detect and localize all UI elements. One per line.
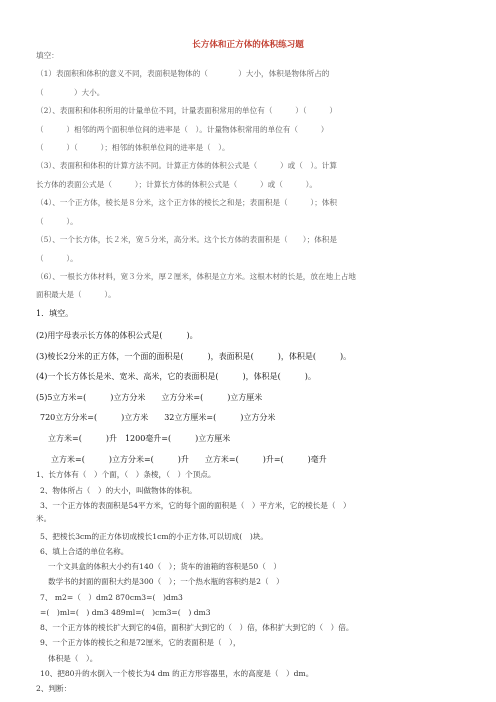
text-line: （2）、表面积和体积所用的计量单位不同，计量表面积常用的单位有（ ）（ ） — [36, 106, 337, 115]
question-line: 米。 — [36, 514, 52, 523]
text-line: 面积最大是（ ）。 — [36, 290, 116, 299]
question-line: 1、长方体有（ ）个面，（ ）条棱，（ ）个顶点。 — [36, 470, 216, 479]
question-line: 8、一个正方体的棱长扩大到它的4倍，面积扩大到它的（ ）倍，体积扩大到它的（ ）倍。 — [40, 623, 354, 632]
question-line: 体积是（ ）。 — [48, 654, 98, 663]
question-line: 2、物体所占（ ）的大小，叫做物体的体积。 — [40, 486, 197, 495]
question-line: 3、一个正方体的表面积是54平方米，它的每个面的面积是（ ）平方米，它的棱长是（ ） — [40, 501, 351, 510]
text-line: (2)用字母表示长方体的体积公式是( )。 — [36, 331, 198, 340]
question-line: 9、一个正方体的棱长之和是72厘米，它的表面积是（ ）， — [40, 638, 241, 647]
question-line: =( )ml=( ) dm3 489ml=( )cm3=( ) dm3 — [40, 608, 211, 617]
text-line: （ ）（ ）；相邻的体积单位间的进率是（ ）。 — [36, 143, 230, 152]
text-line: 立方米=( )升 1200毫升=( )立方厘米 — [48, 434, 231, 443]
text-line: （3）、表面积和体积的计算方法不同。计算正方体的体积公式是（ ）或（ ）。计算 — [36, 161, 337, 170]
text-line: （4）、一个正方体，棱长是８分米，这个正方体的棱长之和是；表面积是（ ）；体积 — [36, 198, 337, 207]
text-line: （ ）。 — [36, 217, 78, 226]
text-line: （5）、一个长方体，长２米，宽５分米，高分米。这个长方体的表面积是（ ）；体积是 — [36, 235, 337, 244]
question-line: 一个文具盒的体积大小约有140（ ）；货车的油箱的容积是50（ ） — [48, 562, 281, 571]
question-line: 数学书的封面的面积大约是300（ ）；一个热水瓶的容积约是2（ ） — [48, 577, 284, 586]
text-line: （ ）。 — [36, 254, 78, 263]
text-line: （ ）相邻的两个面积单位间的进率是（ ）。计量物体积常用的单位有（ ） — [36, 125, 329, 134]
text-line: (4)一个长方体长是米、宽米、高米，它的表面积是( )，体积是( )。 — [36, 372, 316, 381]
text-line: 720立方分米=( )立方米 32立方厘米=( )立方分米 — [40, 413, 276, 422]
text-line: （1）表面积和体积的意义不同，表面积是物体的（ ）大小，体积是物体所占的 — [36, 69, 330, 78]
question-line: 10、把80升的水倒入一个棱长为4 dm 的正方形容器里，水的高度是（ ）dm。 — [40, 669, 314, 678]
question-line: 5、把棱长3cm的正方体切成棱长1cm的小正方体,可以切成( )块。 — [40, 532, 268, 541]
question-line: 6、填上合适的单位名称。 — [40, 547, 129, 556]
text-line: （ ）大小。 — [36, 88, 105, 97]
text-line: 长方体的表面公式是（ ）；计算长方体的体积公式是（ ）或（ ）。 — [36, 180, 317, 189]
worksheet-title: 长方体和正方体的体积练习题 — [192, 40, 304, 50]
text-line: 立方米=( )立方分米=( )升 立方米=( )升=( )毫升 — [51, 455, 327, 464]
text-line: (3)棱长2分米的正方体，一个面的面积是( )，表面积是( )，体积是( )。 — [36, 352, 352, 361]
question-line: 2、判断： — [36, 684, 72, 693]
question-line: 7、 m2=（ ）dm2 870cm3=( )dm3 — [40, 593, 183, 602]
section2-heading: 1．填空。 — [36, 309, 74, 318]
text-line: (5)5立方米=( )立方分米 立方分米=( )立方厘米 — [36, 393, 263, 402]
section1-heading: 填空： — [36, 51, 59, 60]
text-line: （6）、一根长方体材料，宽３分米，厚２厘米，体积是立方米。这根木材的长是，放在地上占地 — [36, 272, 356, 281]
